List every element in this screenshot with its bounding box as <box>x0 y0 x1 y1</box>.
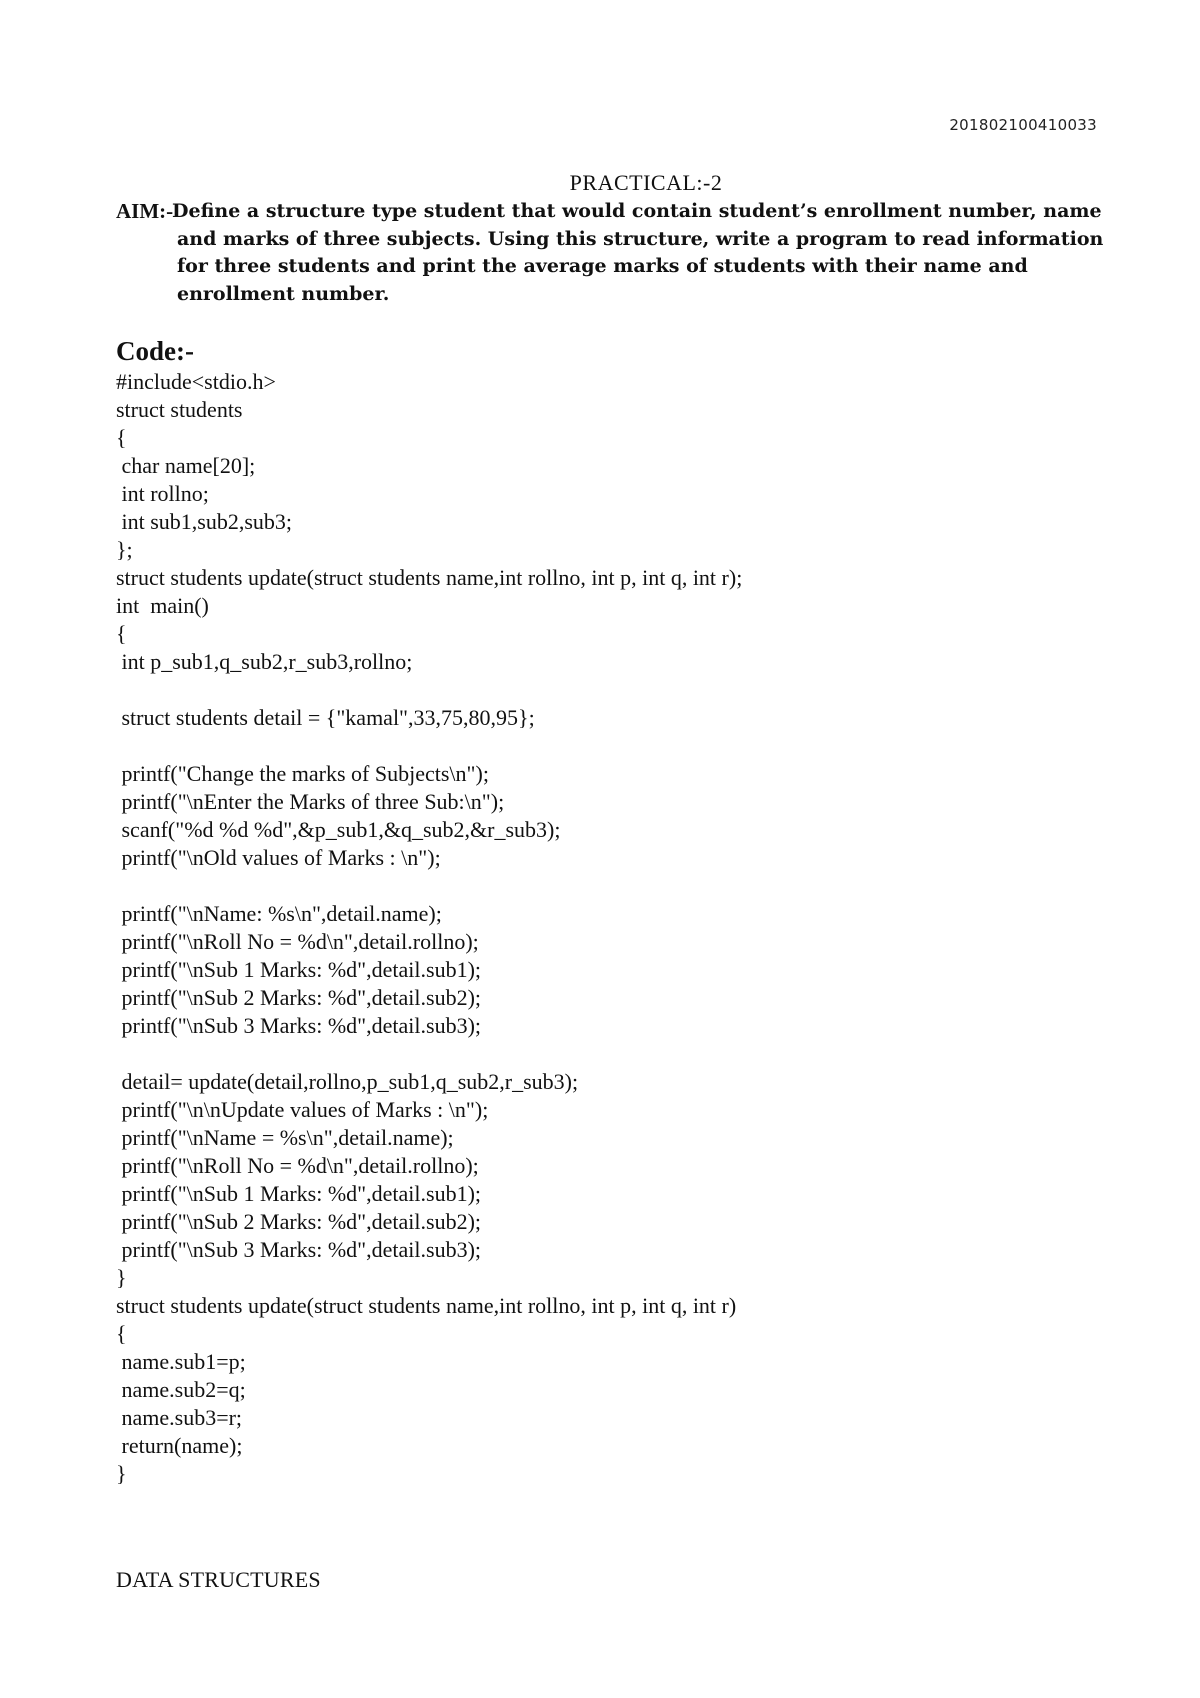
aim-section <box>116 198 1106 308</box>
code-line: name.sub3=r; <box>116 1405 243 1430</box>
code-line: struct students <box>116 397 243 422</box>
aim-text: Define a structure type student that would contain student’s enrollment number, name and marks of three subjects. Using this structure, write a program to read information for three students and print the average marks of students with their name and enrollment number. <box>172 200 1104 305</box>
code-line: struct students update(struct students name,int rollno, int p, int q, int r); <box>116 565 743 590</box>
code-line: } <box>116 1265 127 1290</box>
practical-title <box>0 170 1200 196</box>
code-line: struct students update(struct students name,int rollno, int p, int q, int r) <box>116 1293 737 1318</box>
enrollment-number: 201802100410033 <box>949 116 1097 134</box>
aim-label: AIM:- <box>116 199 174 223</box>
code-line: } <box>116 1461 127 1486</box>
code-line <box>116 676 742 704</box>
code-line: char name[20]; <box>116 453 256 478</box>
code-line: printf("\nName: %s\n",detail.name); <box>116 901 442 926</box>
code-line: }; <box>116 537 133 562</box>
code-line: { <box>116 425 127 450</box>
code-line <box>116 732 742 760</box>
practical-title-text: PRACTICAL:-2 <box>569 170 723 195</box>
footer-label: DATA STRUCTURES <box>116 1567 321 1592</box>
code-line: printf("Change the marks of Subjects\n"); <box>116 761 489 786</box>
code-line: printf("\nRoll No = %d\n",detail.rollno); <box>116 1153 479 1178</box>
code-line: printf("\nSub 2 Marks: %d",detail.sub2); <box>116 1209 482 1234</box>
code-line: int main() <box>116 593 209 618</box>
code-line: int rollno; <box>116 481 209 506</box>
code-line: scanf("%d %d %d",&p_sub1,&q_sub2,&r_sub3); <box>116 817 561 842</box>
code-line <box>116 1040 742 1068</box>
code-line: printf("\nSub 3 Marks: %d",detail.sub3); <box>116 1237 482 1262</box>
code-line: { <box>116 1321 127 1346</box>
code-block <box>116 368 742 1488</box>
code-line: name.sub2=q; <box>116 1377 246 1402</box>
code-line: printf("\nSub 2 Marks: %d",detail.sub2); <box>116 985 482 1010</box>
code-line: struct students detail = {"kamal",33,75,80,95}; <box>116 705 535 730</box>
code-line: detail= update(detail,rollno,p_sub1,q_sub2,r_sub3); <box>116 1069 579 1094</box>
code-line: printf("\nName = %s\n",detail.name); <box>116 1125 454 1150</box>
code-line: printf("\nOld values of Marks : \n"); <box>116 845 441 870</box>
code-line <box>116 872 742 900</box>
code-line: return(name); <box>116 1433 243 1458</box>
code-line: printf("\nEnter the Marks of three Sub:\n"); <box>116 789 505 814</box>
code-line: int p_sub1,q_sub2,r_sub3,rollno; <box>116 649 413 674</box>
code-line: printf("\nSub 1 Marks: %d",detail.sub1); <box>116 957 482 982</box>
code-line: { <box>116 621 127 646</box>
code-line: printf("\nSub 3 Marks: %d",detail.sub3); <box>116 1013 482 1038</box>
code-line: printf("\nRoll No = %d\n",detail.rollno); <box>116 929 479 954</box>
code-line: name.sub1=p; <box>116 1349 246 1374</box>
code-line: printf("\nSub 1 Marks: %d",detail.sub1); <box>116 1181 482 1206</box>
code-line: printf("\n\nUpdate values of Marks : \n"); <box>116 1097 489 1122</box>
code-line: int sub1,sub2,sub3; <box>116 509 293 534</box>
code-heading: Code:- <box>116 336 194 366</box>
code-line: #include<stdio.h> <box>116 369 276 394</box>
